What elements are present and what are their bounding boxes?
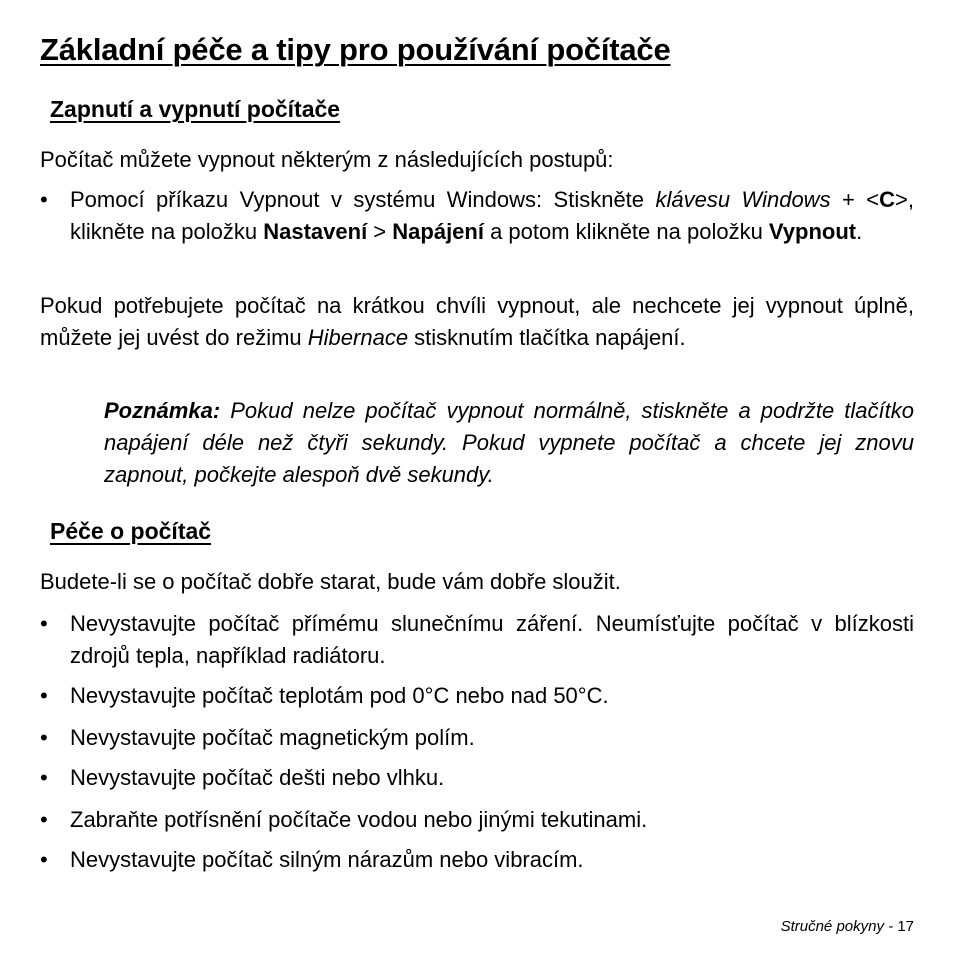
bullet-marker: • — [40, 187, 48, 212]
page-number: 17 — [897, 918, 914, 935]
list-item — [40, 844, 914, 876]
note-box — [104, 395, 914, 491]
care-tip: Nevystavujte počítač dešti nebo vlhku. — [70, 765, 445, 790]
bullet-marker: • — [40, 611, 48, 636]
shutdown-instruction: Pomocí příkazu Vypnout v systému Windows: Stiskněte klávesu Windows + <C>, klikněte na položku Nastavení > Napájení a potom klikněte na položku Vypnout. — [70, 187, 915, 244]
list-item — [40, 762, 914, 794]
page-title: Základní péče a tipy pro používání počítače — [40, 32, 671, 67]
power-intro: Počítač můžete vypnout některým z následujících postupů: — [40, 147, 614, 172]
care-tip: Nevystavujte počítač přímému slunečnímu záření. Neumísťujte počítač v blízkosti zdrojů tepla, například radiátoru. — [70, 611, 914, 668]
bullet-marker: • — [40, 725, 48, 750]
page-footer — [781, 918, 914, 935]
note-label: Poznámka: — [104, 398, 221, 423]
care-intro: Budete-li se o počítač dobře starat, bude vám dobře sloužit. — [40, 569, 621, 594]
list-item — [40, 722, 914, 754]
section-heading-power: Zapnutí a vypnutí počítače — [50, 96, 341, 122]
list-item — [40, 804, 914, 836]
section-heading-care: Péče o počítač — [50, 518, 212, 544]
footer-section-label: Stručné pokyny - — [780, 918, 894, 935]
list-item — [40, 680, 914, 712]
care-tip: Nevystavujte počítač magnetickým polím. — [70, 725, 475, 750]
bullet-marker: • — [40, 807, 48, 832]
note-text: Pokud nelze počítač vypnout normálně, stiskněte a podržte tlačítko napájení déle než čtyři sekundy. Pokud vypnete počítač a chcete jej znovu zapnout, počkejte alespoň dvě sekundy. — [104, 398, 914, 487]
care-tip: Nevystavujte počítač silným nárazům nebo vibracím. — [70, 847, 584, 872]
hibernate-paragraph: Pokud potřebujete počítač na krátkou chvíli vypnout, ale nechcete jej vypnout úplně, můžete jej uvést do režimu Hibernace stisknutím tlačítka napájení. — [40, 293, 914, 350]
bullet-marker: • — [40, 847, 48, 872]
care-tip: Zabraňte potřísnění počítače vodou nebo jinými tekutinami. — [70, 807, 648, 832]
care-tip: Nevystavujte počítač teplotám pod 0°C nebo nad 50°C. — [70, 683, 609, 708]
list-item — [40, 184, 914, 248]
bullet-marker: • — [40, 765, 48, 790]
list-item — [40, 608, 914, 672]
bullet-marker: • — [40, 683, 48, 708]
